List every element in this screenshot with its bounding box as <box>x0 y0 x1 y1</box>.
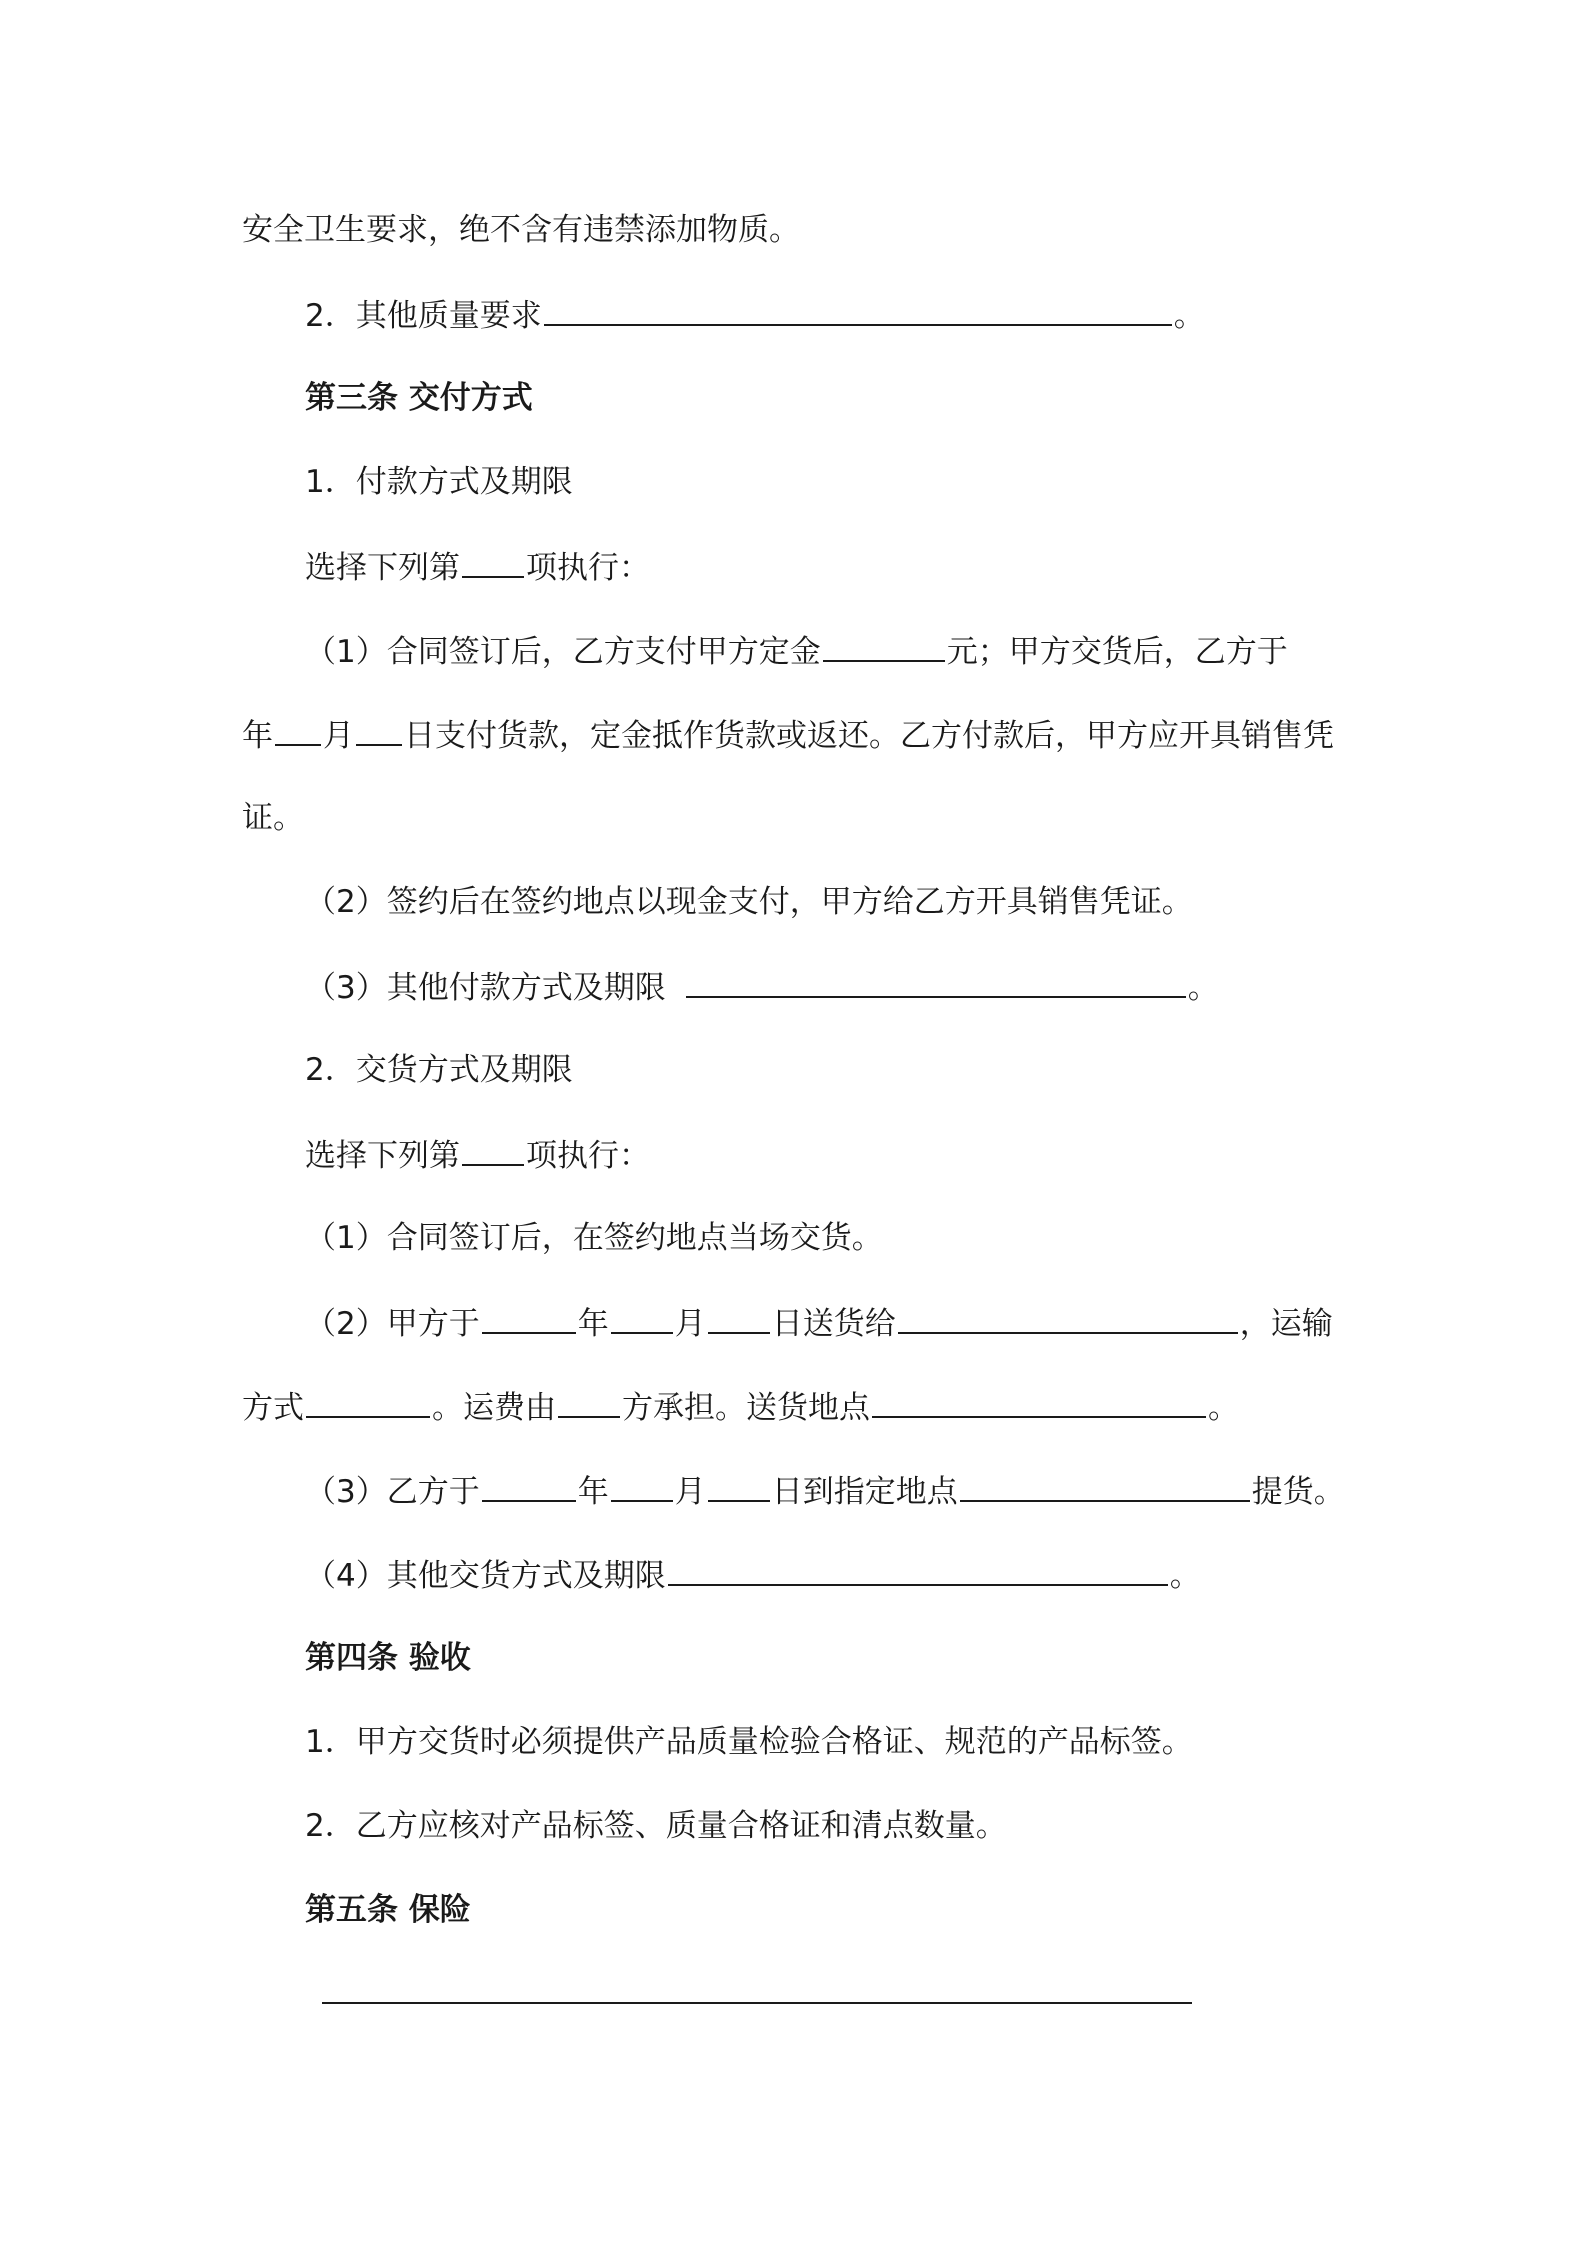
paragraph <box>0 210 1586 250</box>
text: 。 <box>1173 298 1205 334</box>
fill-in-blank[interactable] <box>462 546 524 578</box>
article-heading <box>0 1638 1586 1678</box>
text: 元；甲方交货后，乙方于 <box>946 634 1288 670</box>
text: 项执行： <box>526 1138 650 1174</box>
text: 。 <box>1169 1558 1201 1594</box>
text: 月 <box>323 718 354 754</box>
fill-in-blank[interactable] <box>898 1302 1238 1334</box>
text: 月 <box>674 1306 706 1342</box>
paragraph <box>0 1722 1586 1762</box>
text: （1）合同签订后，乙方支付甲方定金 <box>305 634 821 670</box>
text: 月 <box>674 1474 706 1510</box>
text: 年 <box>577 1306 609 1342</box>
text: 方式 <box>242 1390 304 1426</box>
paragraph <box>0 630 1586 672</box>
text: 日到指定地点 <box>771 1474 958 1510</box>
text: 证。 <box>242 800 304 836</box>
text: 1．付款方式及期限 <box>305 464 573 500</box>
paragraph <box>0 966 1586 1008</box>
text: （2）签约后在签约地点以现金支付，甲方给乙方开具销售凭证。 <box>305 884 1193 920</box>
paragraph <box>0 714 1586 756</box>
article-heading <box>0 378 1586 418</box>
fill-in-blank[interactable] <box>872 1386 1206 1418</box>
paragraph <box>0 1806 1586 1846</box>
fill-in-blank[interactable] <box>544 294 1172 326</box>
paragraph <box>0 1134 1586 1176</box>
fill-in-blank[interactable] <box>356 714 402 746</box>
text: （3）其他付款方式及期限 <box>305 970 666 1006</box>
fill-in-blank[interactable] <box>668 1554 1168 1586</box>
text: 日送货给 <box>771 1306 896 1342</box>
text: （4）其他交货方式及期限 <box>305 1558 666 1594</box>
fill-in-blank[interactable] <box>686 966 1186 998</box>
text: 选择下列第 <box>305 550 460 586</box>
fill-in-blank[interactable] <box>708 1302 770 1334</box>
fill-in-blank[interactable] <box>462 1134 524 1166</box>
paragraph <box>0 1386 1586 1428</box>
text: 1．甲方交货时必须提供产品质量检验合格证、规范的产品标签。 <box>305 1724 1193 1760</box>
text: 2．乙方应核对产品标签、质量合格证和清点数量。 <box>305 1808 1007 1844</box>
text: 日支付货款，定金抵作货款或返还。乙方付款后，甲方应开具销售凭 <box>404 718 1334 754</box>
fill-in-blank[interactable] <box>611 1470 673 1502</box>
text: 年 <box>242 718 273 754</box>
paragraph <box>0 1470 1586 1512</box>
fill-in-blank[interactable] <box>611 1302 673 1334</box>
text: ，运输 <box>1239 1306 1333 1342</box>
text: 安全卫生要求，绝不含有违禁添加物质。 <box>242 212 800 248</box>
text: 项执行： <box>526 550 650 586</box>
paragraph <box>0 462 1586 502</box>
article-heading <box>0 1890 1586 1930</box>
text: 年 <box>577 1474 609 1510</box>
paragraph <box>0 546 1586 588</box>
paragraph <box>0 1302 1586 1344</box>
text: 提货。 <box>1251 1474 1345 1510</box>
text: 。 <box>1208 1390 1239 1426</box>
text: 方承担。送货地点 <box>622 1390 870 1426</box>
fill-in-line[interactable] <box>322 2002 1192 2004</box>
paragraph <box>0 294 1586 336</box>
text: 。 <box>1187 970 1219 1006</box>
text: 第五条 保险 <box>305 1892 471 1928</box>
fill-in-blank[interactable] <box>960 1470 1250 1502</box>
text: （1）合同签订后，在签约地点当场交货。 <box>305 1220 883 1256</box>
text: 。运费由 <box>432 1390 556 1426</box>
paragraph <box>0 1050 1586 1090</box>
fill-in-blank[interactable] <box>482 1302 576 1334</box>
text: 2．其他质量要求 <box>305 298 542 334</box>
text: 第四条 验收 <box>305 1640 471 1676</box>
text: 选择下列第 <box>305 1138 460 1174</box>
fill-in-blank[interactable] <box>482 1470 576 1502</box>
paragraph <box>0 882 1586 922</box>
fill-in-blank[interactable] <box>275 714 321 746</box>
fill-in-blank[interactable] <box>306 1386 430 1418</box>
text: （3）乙方于 <box>305 1474 480 1510</box>
text: （2）甲方于 <box>305 1306 480 1342</box>
text: 2．交货方式及期限 <box>305 1052 573 1088</box>
fill-in-blank[interactable] <box>823 630 945 662</box>
text: 第三条 交付方式 <box>305 380 533 416</box>
paragraph <box>0 798 1586 838</box>
paragraph <box>0 1218 1586 1258</box>
paragraph <box>0 1554 1586 1596</box>
fill-in-blank[interactable] <box>558 1386 620 1418</box>
fill-in-blank[interactable] <box>708 1470 770 1502</box>
